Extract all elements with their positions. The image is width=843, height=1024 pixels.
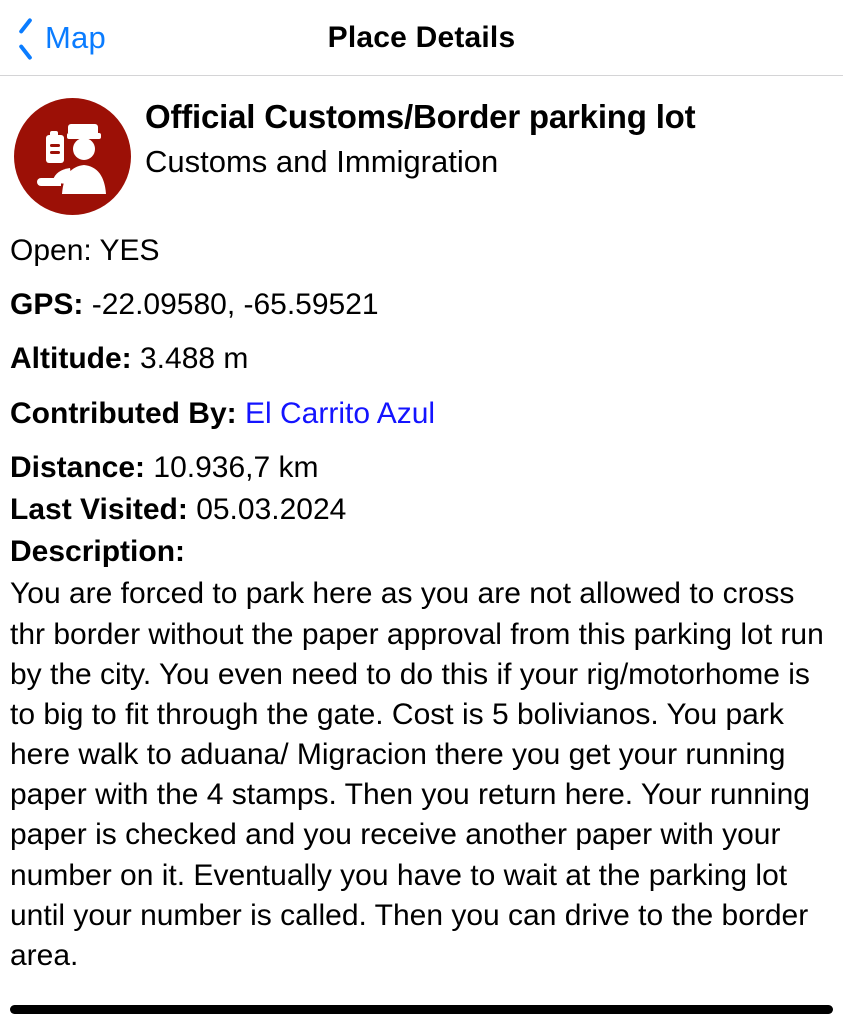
field-open-label: Open: (10, 234, 92, 267)
field-gps-value: -22.09580, -65.59521 (91, 288, 379, 322)
place-header-text (131, 94, 695, 182)
navigation-bar (0, 0, 843, 76)
field-last-visited-label: Last Visited: (10, 492, 188, 526)
place-header (0, 76, 843, 215)
place-details-content (0, 76, 843, 1024)
field-contributed-by (10, 394, 833, 434)
description-text: You are forced to park here as you are not allowed to cross thr border without the paper approval from this parking lot run by the city. You even need to do this if your rig/motorhome is to big to fit through the gate. Cost is 5 bolivianos. You park here walk to aduana/ Migracion there you get your running paper with the 4 stamps. Then you return here. Your running paper is checked and you receive another paper with your number on it. Eventually you have to wait at the parking lot until your number is called. Then you can drive to the border area. (10, 577, 824, 972)
field-distance-value: 10.936,7 km (153, 450, 319, 484)
place-category: Customs and Immigration (145, 143, 499, 179)
field-altitude (10, 339, 833, 379)
page-title: Place Details (327, 21, 516, 54)
field-altitude-value: 3.488 m (139, 342, 249, 376)
field-open (10, 231, 833, 271)
contributor-link[interactable]: El Carrito Azul (244, 396, 436, 430)
field-altitude-label: Altitude: (10, 342, 132, 376)
field-last-visited-value: 05.03.2024 (196, 492, 347, 526)
field-distance-label: Distance: (10, 450, 146, 484)
field-gps (10, 285, 833, 325)
home-indicator (10, 1005, 833, 1014)
place-fields (0, 215, 843, 976)
place-title: Official Customs/Border parking lot (145, 98, 696, 135)
customs-officer-icon (14, 98, 131, 215)
field-description-label (10, 532, 833, 572)
field-last-visited (10, 490, 833, 530)
field-distance (10, 448, 833, 488)
field-gps-label: GPS: (10, 288, 84, 322)
field-open-value: YES (99, 234, 160, 267)
back-button-label: Map (45, 20, 106, 55)
description-label: Description: (10, 535, 186, 569)
field-contributed-by-label: Contributed By: (10, 396, 237, 430)
